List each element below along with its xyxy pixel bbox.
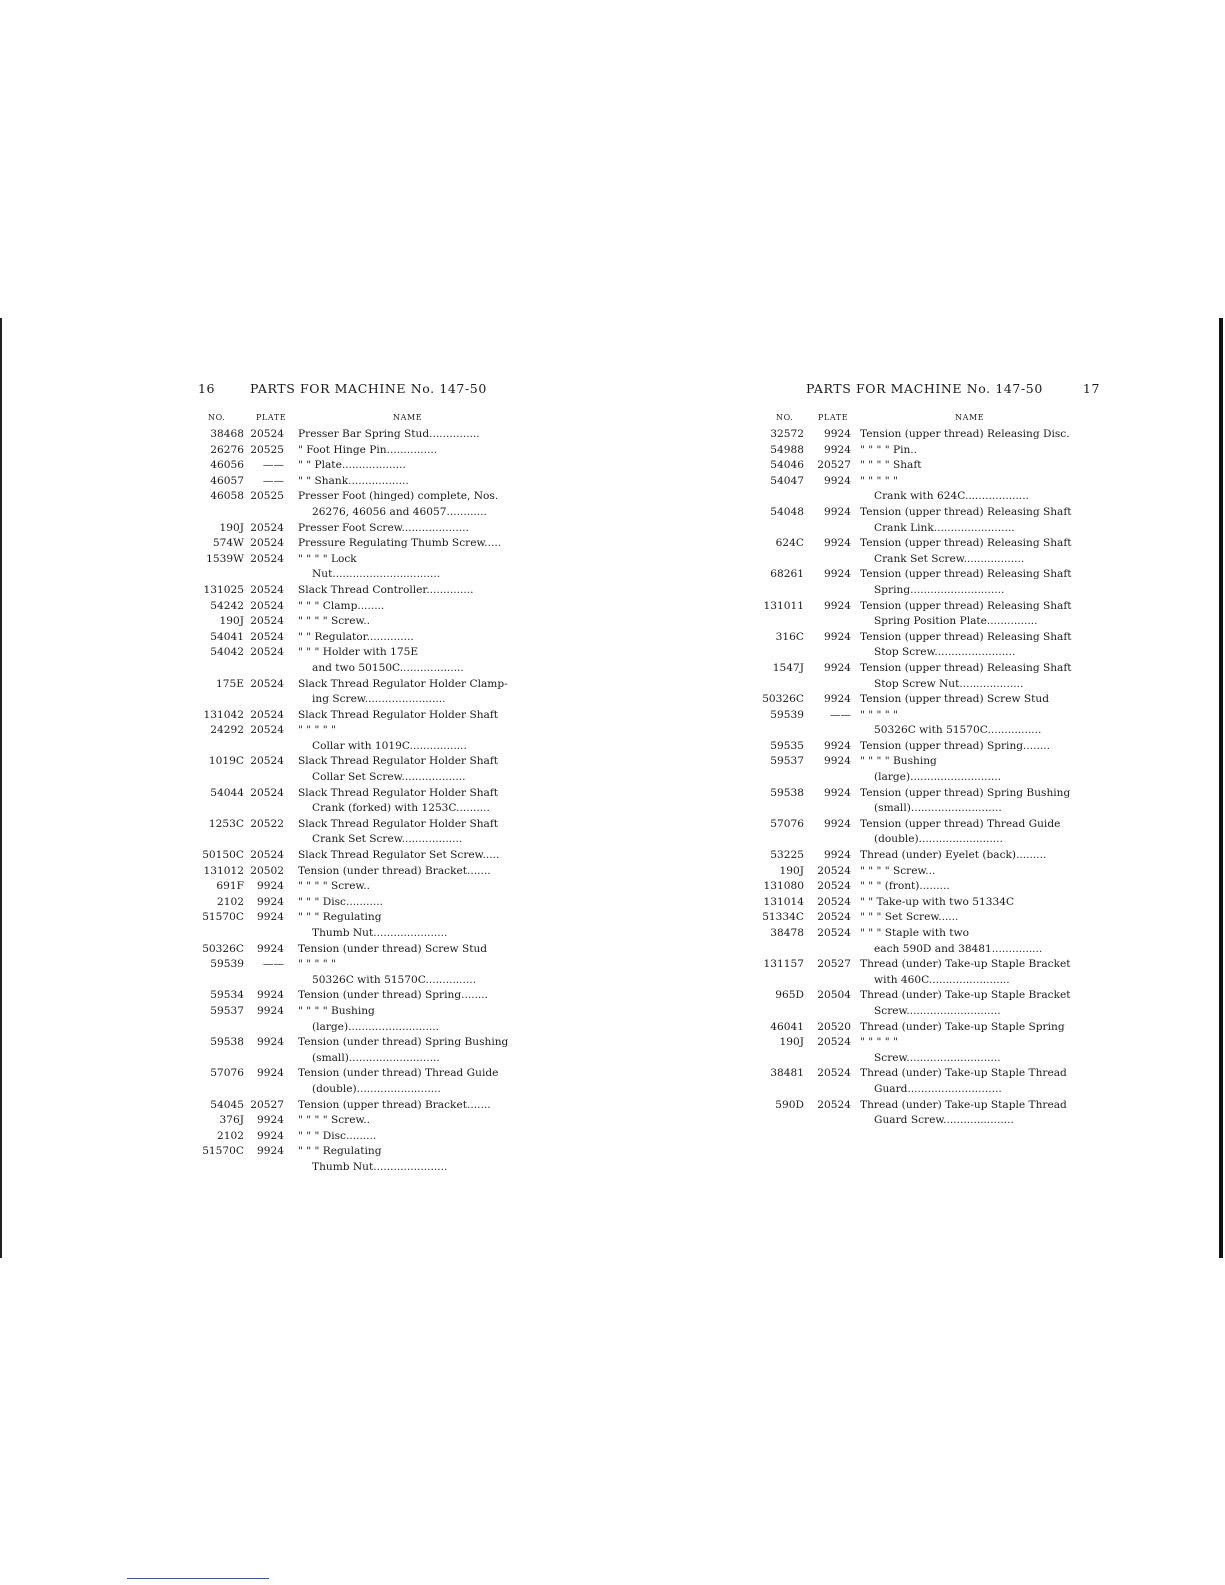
part-entry <box>758 864 1100 880</box>
part-name: " " " " " Collar with 1019C................. <box>298 724 467 752</box>
running-title: PARTS FOR MACHINE No. 147-50 <box>250 381 487 396</box>
plate-number: 20524 <box>817 880 851 893</box>
part-entry <box>198 910 530 941</box>
part-entry <box>198 536 530 552</box>
plate-number: 20524 <box>250 849 284 862</box>
col-no-header: NO. <box>776 413 794 422</box>
part-entry <box>758 817 1100 848</box>
plate-number: 20524 <box>817 864 851 877</box>
part-name: " " " " Shaft <box>860 459 922 472</box>
part-entry <box>758 988 1100 1019</box>
plate-number: 20527 <box>250 1098 284 1111</box>
part-entry <box>198 599 530 615</box>
part-number: 1547J <box>772 661 804 674</box>
part-entry <box>758 505 1100 536</box>
part-number: 190J <box>779 864 804 877</box>
part-number: 54042 <box>210 646 244 659</box>
part-number: 59537 <box>770 755 804 768</box>
plate-number: 9924 <box>824 739 851 752</box>
part-entry <box>758 957 1100 988</box>
part-name: " " " " " Screw............................ <box>860 1036 1001 1064</box>
plate-number: 9924 <box>824 568 851 581</box>
plate-number: 9924 <box>824 786 851 799</box>
plate-number: 20527 <box>817 459 851 472</box>
part-name: " " " " Pin.. <box>860 443 918 456</box>
part-entry <box>198 1035 530 1066</box>
col-no-header: NO. <box>208 413 226 422</box>
plate-number: 9924 <box>824 817 851 830</box>
part-number: 54988 <box>770 443 804 456</box>
part-entry <box>198 458 530 474</box>
part-name: " " " Staple with two each 590D and 38481............... <box>860 927 1043 955</box>
part-number: 54047 <box>770 474 804 487</box>
part-number: 59539 <box>770 708 804 721</box>
part-name: Presser Bar Spring Stud............... <box>298 428 480 440</box>
part-name: Tension (under thread) Spring Bushing (small)........................... <box>298 1036 509 1064</box>
part-entry <box>758 786 1100 817</box>
plate-number: 20524 <box>250 708 284 721</box>
plate-number: 9924 <box>824 443 851 456</box>
part-entry <box>198 1066 530 1097</box>
part-name: " " " " Bushing (large)........................... <box>298 1004 440 1033</box>
right-scan-edge <box>1219 318 1223 1258</box>
part-entry <box>758 630 1100 661</box>
part-number: 131025 <box>203 583 244 596</box>
part-entry <box>198 521 530 537</box>
part-number: 46041 <box>770 1020 804 1033</box>
part-number: 59538 <box>210 1036 244 1049</box>
column-headers <box>758 413 1100 425</box>
plate-number: 20524 <box>817 1036 851 1049</box>
plate-number: 20524 <box>250 755 284 768</box>
part-name: " " " " Screw... <box>860 864 936 877</box>
col-name-header: NAME <box>955 413 985 422</box>
part-name: " " " Disc........... <box>298 895 384 908</box>
part-number: 54041 <box>210 630 244 643</box>
plate-number: 20527 <box>817 958 851 971</box>
part-number: 316C <box>775 630 804 643</box>
plate-number: 20504 <box>817 989 851 1002</box>
part-number: 59539 <box>210 958 244 971</box>
part-number: 2102 <box>217 1129 244 1142</box>
part-name: " " " Set Screw...... <box>860 911 959 924</box>
part-entry <box>198 474 530 490</box>
part-name: " " Regulator.............. <box>298 630 414 643</box>
part-entry <box>198 427 530 443</box>
plate-number: 9924 <box>824 661 851 674</box>
part-number: 190J <box>219 521 244 534</box>
part-name: " " " " Screw.. <box>298 880 371 893</box>
part-number: 131012 <box>203 864 244 877</box>
plate-number: 20524 <box>250 630 284 643</box>
bottom-underline <box>127 1578 269 1579</box>
part-number: 38478 <box>770 927 804 939</box>
plate-number: 20524 <box>817 1067 851 1080</box>
part-entry <box>758 443 1100 459</box>
part-number: 51570C <box>202 911 244 924</box>
part-number: 38468 <box>210 428 244 440</box>
part-number: 2102 <box>217 895 244 908</box>
part-entry <box>198 1004 530 1035</box>
plate-number: 9924 <box>824 599 851 612</box>
plate-number: 9924 <box>257 1067 284 1080</box>
part-name: Tension (under thread) Bracket....... <box>298 864 491 877</box>
part-name: Slack Thread Controller.............. <box>298 583 474 596</box>
page-number: 17 <box>1082 381 1100 396</box>
part-number: 190J <box>219 615 244 628</box>
part-name: Tension (upper thread) Releasing Shaft Crank Link........................ <box>860 505 1072 534</box>
part-name: Tension (upper thread) Screw Stud <box>860 693 1050 706</box>
part-number: 54046 <box>770 459 804 472</box>
left-page <box>198 381 530 1176</box>
plate-number: 9924 <box>257 1129 284 1142</box>
part-entry <box>198 754 530 785</box>
page-number: 16 <box>198 381 216 396</box>
plate-number: 9924 <box>257 1145 284 1158</box>
plate-number: 9924 <box>824 755 851 768</box>
part-entry <box>198 1129 530 1145</box>
part-entry <box>758 536 1100 567</box>
part-name: Tension (upper thread) Releasing Shaft Stop Screw........................ <box>860 630 1072 659</box>
part-name: " " " (front)......... <box>860 880 950 893</box>
plate-number: 9924 <box>257 895 284 908</box>
part-entry <box>198 879 530 895</box>
part-name: Thread (under) Take-up Staple Bracket with 460C........................ <box>860 958 1071 986</box>
part-name: Presser Foot Screw.................... <box>298 521 469 534</box>
plate-number: 20520 <box>817 1020 851 1033</box>
part-entry <box>758 1020 1100 1036</box>
left-scan-edge <box>0 318 2 1258</box>
part-name: Tension (under thread) Thread Guide (double)......................... <box>298 1067 499 1095</box>
plate-number: 9924 <box>257 911 284 924</box>
plate-number: 20502 <box>250 864 284 877</box>
running-title: PARTS FOR MACHINE No. 147-50 <box>806 381 1043 396</box>
part-name: Tension (upper thread) Spring Bushing (small)........................... <box>860 786 1071 815</box>
plate-number: 9924 <box>824 505 851 518</box>
part-entry <box>198 630 530 646</box>
part-entry <box>198 1113 530 1129</box>
part-number: 59537 <box>210 1004 244 1017</box>
plate-number: 9924 <box>824 693 851 706</box>
plate-number: 20524 <box>817 895 851 908</box>
part-name: Tension (under thread) Spring........ <box>298 989 489 1002</box>
part-name: Thread (under) Take-up Staple Spring <box>860 1020 1065 1033</box>
part-entry <box>758 567 1100 598</box>
part-number: 131011 <box>763 599 804 612</box>
part-name: " Foot Hinge Pin............... <box>298 443 438 456</box>
plate-number: 20524 <box>250 537 284 550</box>
part-entry <box>198 988 530 1004</box>
part-number: 59538 <box>770 786 804 799</box>
part-name: Pressure Regulating Thumb Screw..... <box>298 537 502 550</box>
plate-number: 9924 <box>257 1004 284 1017</box>
part-name: " " Take-up with two 51334C <box>860 895 1015 908</box>
part-name: " " Shank.................. <box>298 474 409 487</box>
part-number: 46056 <box>210 459 244 472</box>
part-name: Thread (under) Take-up Staple Thread Guard Screw..................... <box>860 1098 1067 1127</box>
part-name: " " " " Bushing (large)........................... <box>860 755 1002 784</box>
column-headers <box>198 413 530 425</box>
part-entry <box>198 957 530 988</box>
plate-number: 9924 <box>824 537 851 550</box>
plate-number: 20524 <box>250 615 284 628</box>
part-name: Slack Thread Regulator Set Screw..... <box>298 849 500 862</box>
plate-number: 20525 <box>250 443 284 456</box>
part-name: Slack Thread Regulator Holder Shaft <box>298 708 499 721</box>
part-name: Tension (upper thread) Spring........ <box>860 739 1050 752</box>
part-entry <box>758 1066 1100 1097</box>
part-number: 1253C <box>208 817 244 830</box>
right-page-header <box>758 381 1100 399</box>
plate-number: 20524 <box>250 786 284 799</box>
part-name: " " " " " 50326C with 51570C............... <box>298 958 477 986</box>
plate-number: —— <box>829 708 851 721</box>
part-number: 131014 <box>763 895 804 908</box>
part-entry <box>758 895 1100 911</box>
part-name: Tension (upper thread) Releasing Shaft Crank Set Screw.................. <box>860 537 1072 565</box>
part-entry <box>758 427 1100 443</box>
plate-number: 20524 <box>250 552 284 565</box>
part-entry <box>758 708 1100 739</box>
part-number: 59534 <box>210 989 244 1002</box>
plate-number: 9924 <box>824 474 851 487</box>
part-number: 190J <box>779 1036 804 1049</box>
plate-number: 20524 <box>250 428 284 440</box>
plate-number: 20524 <box>250 646 284 659</box>
part-number: 50150C <box>202 849 244 862</box>
part-number: 590D <box>775 1098 804 1111</box>
part-entry <box>198 848 530 864</box>
part-entry <box>758 458 1100 474</box>
part-name: " " " " Lock Nut................................ <box>298 552 441 581</box>
part-name: Tension (upper thread) Releasing Disc. <box>860 428 1070 440</box>
part-number: 965D <box>775 989 804 1002</box>
part-name: " " " " Screw.. <box>298 1114 371 1127</box>
part-entry <box>198 723 530 754</box>
part-entry <box>758 739 1100 755</box>
part-entry <box>198 786 530 817</box>
part-number: 54048 <box>770 505 804 518</box>
right-page <box>758 381 1100 1129</box>
part-entry <box>198 552 530 583</box>
part-number: 131080 <box>763 880 804 893</box>
part-entry <box>198 583 530 599</box>
part-entry <box>758 879 1100 895</box>
plate-number: 20524 <box>250 521 284 534</box>
part-number: 1019C <box>208 755 244 768</box>
part-entry <box>198 677 530 708</box>
part-number: 53225 <box>770 849 804 862</box>
part-name: Tension (upper thread) Thread Guide (double)......................... <box>860 817 1061 846</box>
part-name: Tension (upper thread) Bracket....... <box>298 1098 491 1111</box>
part-entry <box>758 661 1100 692</box>
part-name: " " " Disc......... <box>298 1129 377 1142</box>
part-number: 624C <box>775 537 804 550</box>
part-entry <box>198 1144 530 1175</box>
plate-number: 20524 <box>817 911 851 924</box>
part-number: 46058 <box>210 490 244 503</box>
part-number: 57076 <box>770 817 804 830</box>
part-name: Thread (under) Take-up Staple Bracket Screw............................ <box>860 989 1071 1017</box>
part-name: Thread (under) Eyelet (back)......... <box>860 849 1047 862</box>
part-entry <box>198 895 530 911</box>
part-entry <box>758 1098 1100 1129</box>
part-name: " " Plate................... <box>298 459 406 472</box>
part-entry <box>198 708 530 724</box>
part-entry <box>198 443 530 459</box>
plate-number: 9924 <box>824 849 851 862</box>
part-entry <box>758 910 1100 926</box>
part-name: Tension (upper thread) Releasing Shaft Spring Position Plate............... <box>860 599 1072 628</box>
part-name: Tension (upper thread) Releasing Shaft Spring............................ <box>860 568 1072 596</box>
part-number: 50326C <box>762 693 804 706</box>
col-plate-header: PLATE <box>256 413 287 422</box>
part-number: 54242 <box>210 599 244 612</box>
part-name: Tension (upper thread) Releasing Shaft Stop Screw Nut................... <box>860 661 1072 690</box>
part-number: 38481 <box>770 1067 804 1080</box>
part-number: 574W <box>212 537 244 550</box>
part-number: 175E <box>216 677 244 690</box>
part-entry <box>198 817 530 848</box>
part-number: 51570C <box>202 1145 244 1158</box>
part-number: 32572 <box>770 428 804 440</box>
part-name: Slack Thread Regulator Holder Shaft Collar Set Screw................... <box>298 755 499 784</box>
part-name: " " " Clamp........ <box>298 599 385 612</box>
part-entry <box>198 942 530 958</box>
part-name: Presser Foot (hinged) complete, Nos. 26276, 46056 and 46057............ <box>298 490 499 518</box>
plate-number: 20522 <box>250 817 284 830</box>
part-entry <box>198 864 530 880</box>
parts-list <box>758 427 1100 1129</box>
plate-number: —— <box>262 459 284 472</box>
col-name-header: NAME <box>393 413 423 422</box>
part-entry <box>198 489 530 520</box>
part-number: 59535 <box>770 739 804 752</box>
plate-number: 9924 <box>257 880 284 893</box>
part-name: " " " Regulating Thumb Nut...................... <box>298 1145 448 1173</box>
part-name: Slack Thread Regulator Holder Clamp- ing Screw........................ <box>298 677 508 706</box>
plate-number: —— <box>262 958 284 971</box>
part-number: 57076 <box>210 1067 244 1080</box>
part-entry <box>758 754 1100 785</box>
plate-number: —— <box>262 474 284 487</box>
part-name: " " " " " Crank with 624C................... <box>860 474 1029 503</box>
part-entry <box>758 474 1100 505</box>
part-name: Tension (under thread) Screw Stud <box>298 942 488 955</box>
part-number: 50326C <box>202 942 244 955</box>
plate-number: 9924 <box>824 428 851 440</box>
plate-number: 9924 <box>824 630 851 643</box>
plate-number: 20524 <box>250 724 284 737</box>
plate-number: 20524 <box>250 677 284 690</box>
left-page-header <box>198 381 530 399</box>
part-number: 46057 <box>210 474 244 487</box>
part-name: " " " " Screw.. <box>298 615 371 628</box>
plate-number: 9924 <box>257 1114 284 1127</box>
part-name: " " " Holder with 175E and two 50150C................... <box>298 646 464 674</box>
part-entry <box>758 848 1100 864</box>
part-entry <box>758 692 1100 708</box>
part-number: 131042 <box>203 708 244 721</box>
part-entry <box>198 614 530 630</box>
part-entry <box>758 926 1100 957</box>
plate-number: 9924 <box>257 942 284 955</box>
part-number: 54044 <box>210 786 244 799</box>
part-name: " " " " " 50326C with 51570C................ <box>860 708 1042 737</box>
plate-number: 20524 <box>817 1098 851 1111</box>
part-number: 51334C <box>762 911 804 924</box>
part-number: 131157 <box>763 958 804 971</box>
part-number: 376J <box>219 1114 244 1127</box>
part-name: " " " Regulating Thumb Nut...................... <box>298 911 448 939</box>
plate-number: 20524 <box>250 583 284 596</box>
plate-number: 9924 <box>257 1036 284 1049</box>
plate-number: 20525 <box>250 490 284 503</box>
part-number: 24292 <box>210 724 244 737</box>
part-name: Slack Thread Regulator Holder Shaft Crank (forked) with 1253C.......... <box>298 786 499 815</box>
part-entry <box>758 1035 1100 1066</box>
part-number: 54045 <box>210 1098 244 1111</box>
part-number: 1539W <box>206 552 244 565</box>
col-plate-header: PLATE <box>818 413 849 422</box>
plate-number: 9924 <box>257 989 284 1002</box>
part-number: 691F <box>216 880 244 893</box>
part-name: Thread (under) Take-up Staple Thread Guard............................ <box>860 1067 1067 1095</box>
plate-number: 20524 <box>250 599 284 612</box>
part-entry <box>198 1098 530 1114</box>
part-number: 26276 <box>210 443 244 456</box>
part-number: 68261 <box>770 568 804 581</box>
parts-list <box>198 427 530 1176</box>
part-name: Slack Thread Regulator Holder Shaft Crank Set Screw.................. <box>298 817 499 846</box>
plate-number: 20524 <box>817 927 851 939</box>
part-entry <box>758 599 1100 630</box>
part-entry <box>198 645 530 676</box>
